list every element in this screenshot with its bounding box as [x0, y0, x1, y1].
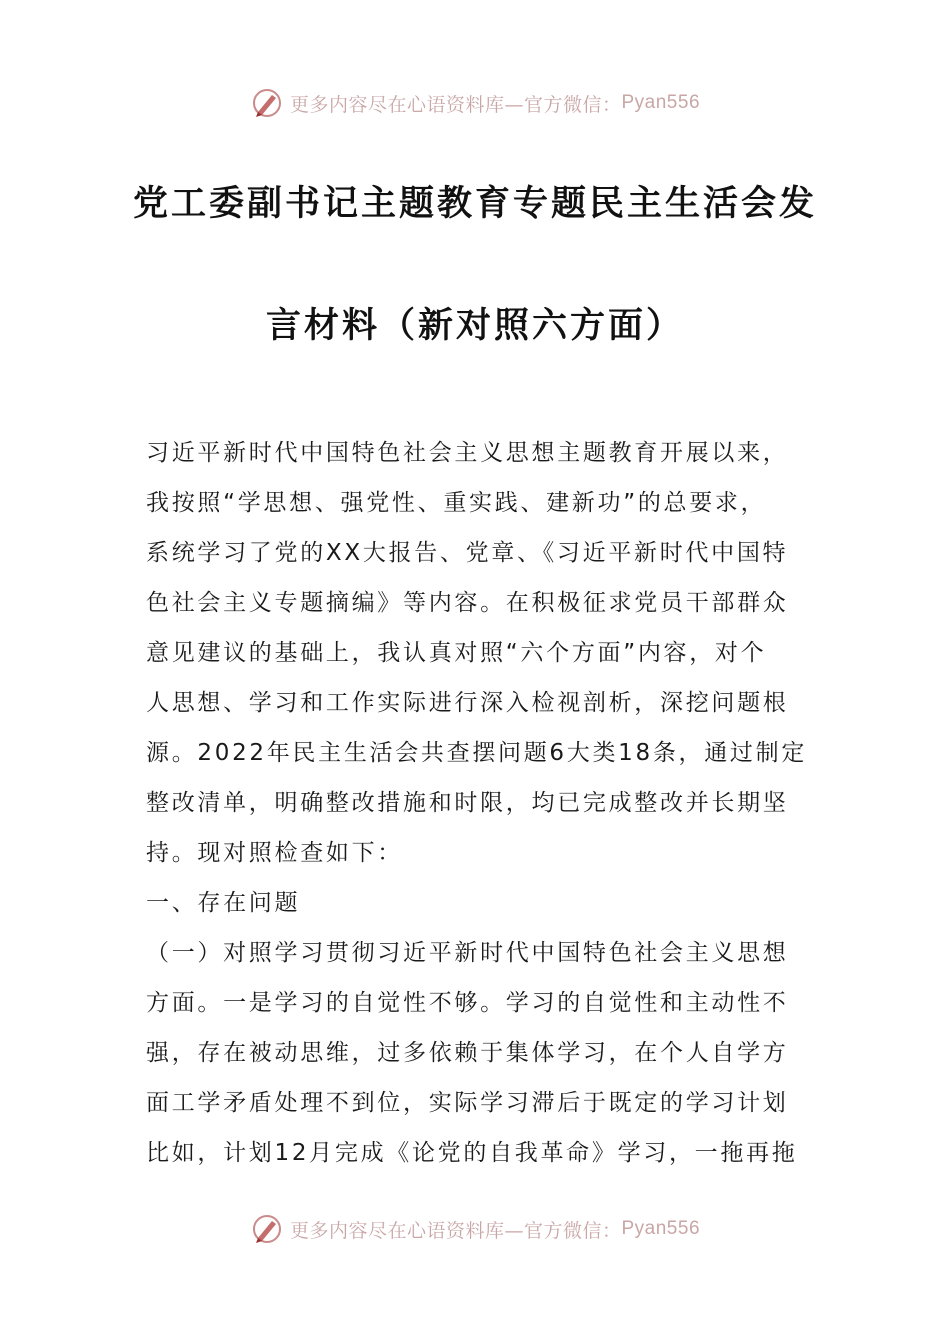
watermark-text: 更多内容尽在心语资料库—官方微信： [289, 93, 622, 116]
body-line: 比如，计划12月完成《论党的自我革命》学习，一拖再拖 [146, 1140, 798, 1166]
body-line: 系统学习了党的XX大报告、党章、《习近平新时代中国特 [146, 540, 789, 566]
section-heading: 一、存在问题 [146, 890, 301, 916]
body-line: （一）对照学习贯彻习近平新时代中国特色社会主义思想 [146, 940, 789, 966]
document-title-line-2: 言材料（新对照六方面） [265, 305, 684, 346]
watermark-code: Pyan556 [621, 92, 701, 113]
watermark-header [0, 86, 950, 120]
body-line: 我按照“学思想、强党性、重实践、建新功”的总要求， [146, 490, 767, 516]
watermark-text: 更多内容尽在心语资料库—官方微信： [289, 1219, 622, 1242]
body-line: 方面。一是学习的自觉性不够。学习的自觉性和主动性不 [146, 990, 789, 1016]
body-line: 源。2022年民主生活会共查摆问题6大类18条，通过制定 [146, 740, 808, 766]
body-line: 习近平新时代中国特色社会主义思想主题教育开展以来， [146, 440, 789, 466]
body-line: 持。现对照检查如下： [146, 840, 403, 866]
watermark-footer [0, 1212, 950, 1246]
body-line: 整改清单，明确整改措施和时限，均已完成整改并长期坚 [146, 790, 789, 816]
pen-circle-logo-icon [250, 86, 284, 120]
body-line: 面工学矛盾处理不到位，实际学习滞后于既定的学习计划 [146, 1090, 789, 1116]
body-line: 色社会主义专题摘编》等内容。在积极征求党员干部群众 [146, 590, 789, 616]
pen-circle-logo-icon [250, 1212, 284, 1246]
document-body [146, 428, 806, 1178]
document-title-line-1: 党工委副书记主题教育专题民主生活会发 [132, 183, 817, 224]
body-line: 强，存在被动思维，过多依赖于集体学习，在个人自学方 [146, 1040, 789, 1066]
body-line: 人思想、学习和工作实际进行深入检视剖析，深挖问题根 [146, 690, 789, 716]
body-line: 意见建议的基础上，我认真对照“六个方面”内容，对个 [146, 640, 767, 666]
watermark-code: Pyan556 [621, 1218, 701, 1239]
